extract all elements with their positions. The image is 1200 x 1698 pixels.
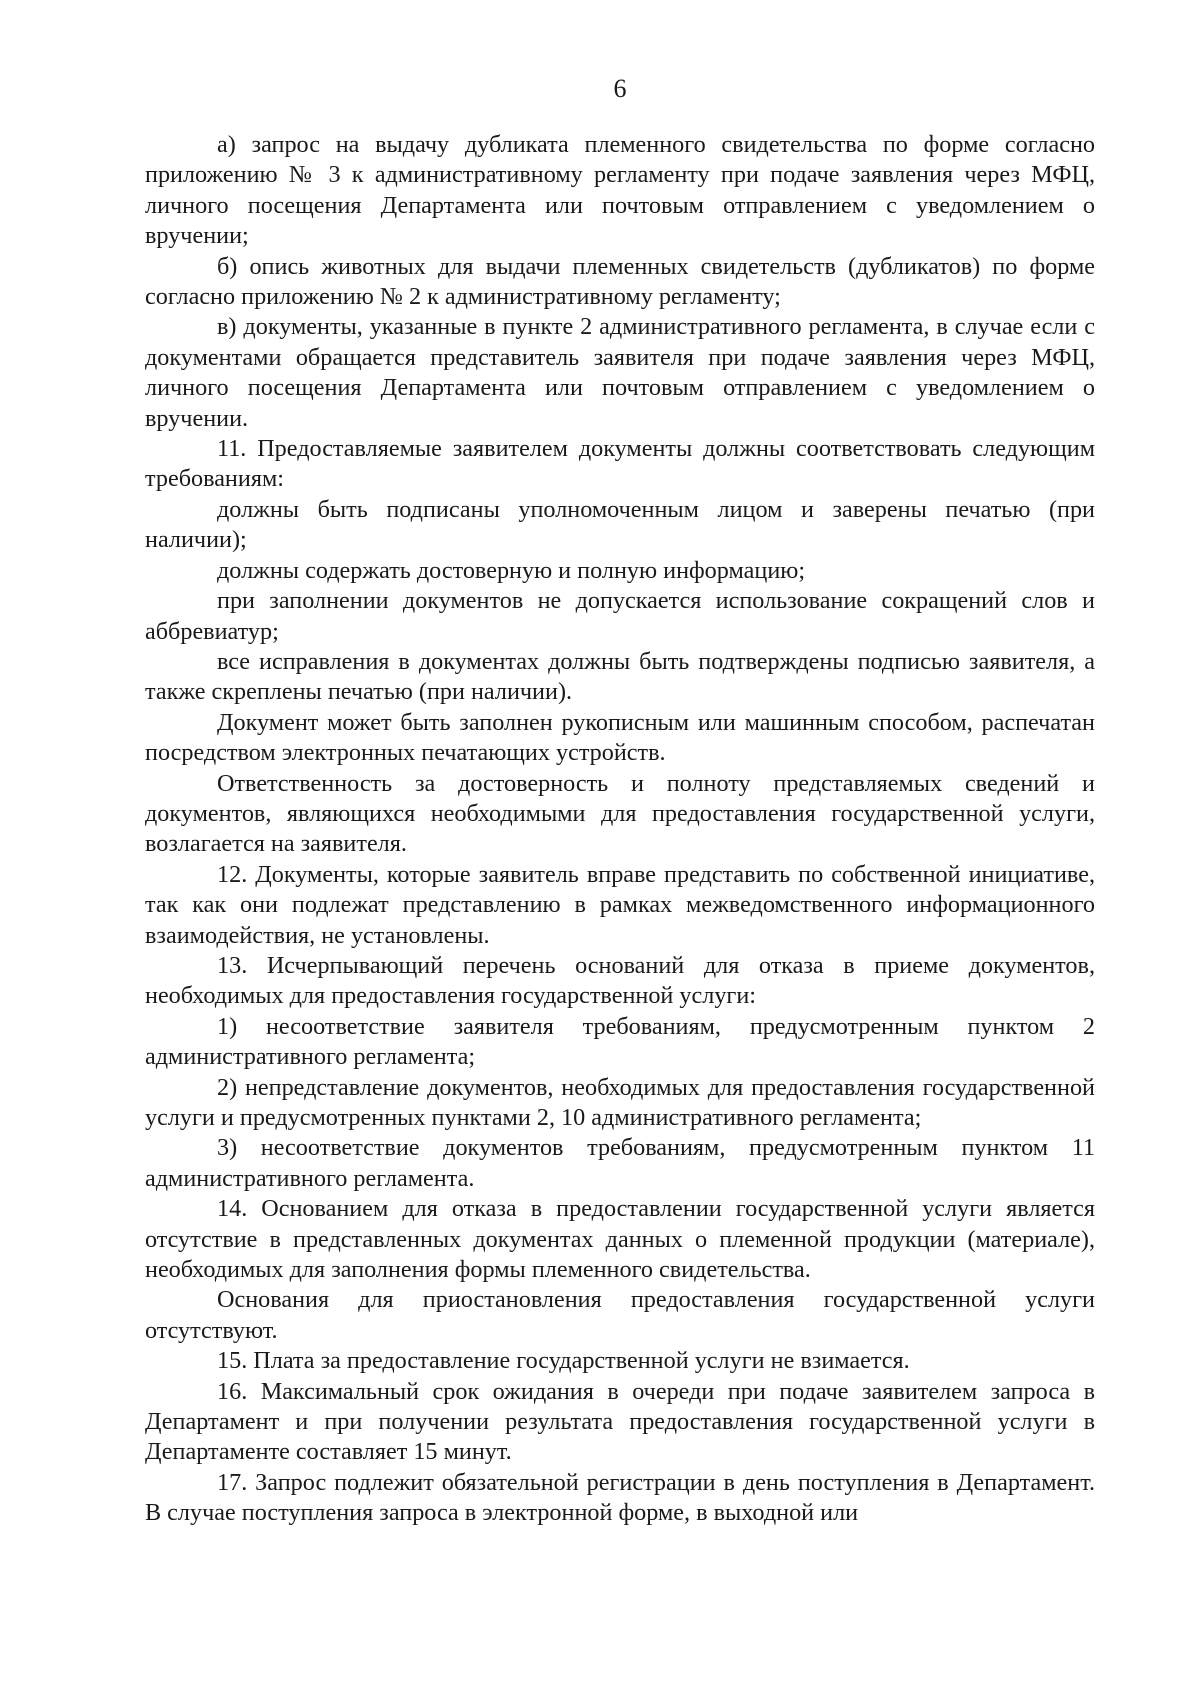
paragraph-15-fee: 15. Плата за предоставление государственной услуги не взимается. xyxy=(217,1347,910,1375)
paragraph-signed-and-sealed: должны быть подписаны уполномоченным лицом и заверены печатью (при наличии); xyxy=(145,495,1095,554)
paragraph-suspension-grounds: Основания для приостановления предоставления государственной услуги отсутствуют. xyxy=(145,1286,1095,1344)
paragraph-14-service-refusal: 14. Основанием для отказа в предоставлении государственной услуги является отсутствие в представленных документах данных о племенной продукции (материале), необходимых для заполнения формы племенного свидетельства. xyxy=(145,1195,1095,1284)
paragraph-a-duplicate-request: а) запрос на выдачу дубликата племенного свидетельства по форме согласно приложению № 3 к административному регламенту при подаче заявления через МФЦ, личного посещения Департамента или почтовым отправлением с уведомлением о вручении; xyxy=(145,131,1095,250)
paragraph-11-requirements: 11. Предоставляемые заявителем документы должны соответствовать следующим требованиям: xyxy=(145,435,1095,493)
paragraph-13-item-1: 1) несоответствие заявителя требованиям, предусмотренным пунктом 2 административного регламента; xyxy=(145,1012,1095,1071)
paragraph-b-animal-inventory: б) опись животных для выдачи племенных свидетельств (дубликатов) по форме согласно приложению № 2 к административному регламенту; xyxy=(145,252,1095,311)
page-number: 6 xyxy=(613,74,627,103)
paragraph-17-registration: 17. Запрос подлежит обязательной регистрации в день поступления в Департамент. В случае поступления запроса в электронной форме, в выходной или xyxy=(145,1468,1095,1527)
paragraph-13-item-2: 2) непредставление документов, необходимых для предоставления государственной услуги и предусмотренных пунктами 2, 10 административного регламента; xyxy=(145,1073,1095,1131)
paragraph-13-refusal-grounds: 13. Исчерпывающий перечень оснований для отказа в приеме документов, необходимых для предоставления государственной услуги: xyxy=(145,951,1095,1010)
paragraph-13-item-3: 3) несоответствие документов требованиям, предусмотренным пунктом 11 административного регламента. xyxy=(145,1134,1095,1192)
paragraph-reliable-info: должны содержать достоверную и полную информацию; xyxy=(217,556,806,584)
paragraph-corrections: все исправления в документах должны быть подтверждены подписью заявителя, а также скреплены печатью (при наличии). xyxy=(145,647,1095,706)
paragraph-12-own-initiative: 12. Документы, которые заявитель вправе представить по собственной инициативе, так как они подлежат представлению в рамках межведомственного информационного взаимодействия, не установлены. xyxy=(145,860,1095,949)
document-body xyxy=(145,130,1095,1529)
paragraph-no-abbreviations: при заполнении документов не допускается использование сокращений слов и аббревиатур; xyxy=(145,587,1095,645)
paragraph-16-waiting-time: 16. Максимальный срок ожидания в очереди при подаче заявителем запроса в Департамент и при получении результата предоставления государственной услуги в Департаменте составляет 15 минут. xyxy=(145,1377,1095,1466)
paragraph-filling-method: Документ может быть заполнен рукописным или машинным способом, распечатан посредством электронных печатающих устройств. xyxy=(145,708,1095,767)
paragraph-v-representative-documents: в) документы, указанные в пункте 2 административного регламента, в случае если с документами обращается представитель заявителя при подаче заявления через МФЦ, личного посещения Департамента или почтовым отправлением с уведомлением о вручении. xyxy=(145,313,1095,432)
paragraph-responsibility: Ответственность за достоверность и полноту представляемых сведений и документов, являющихся необходимыми для предоставления государственной услуги, возлагается на заявителя. xyxy=(145,769,1095,858)
